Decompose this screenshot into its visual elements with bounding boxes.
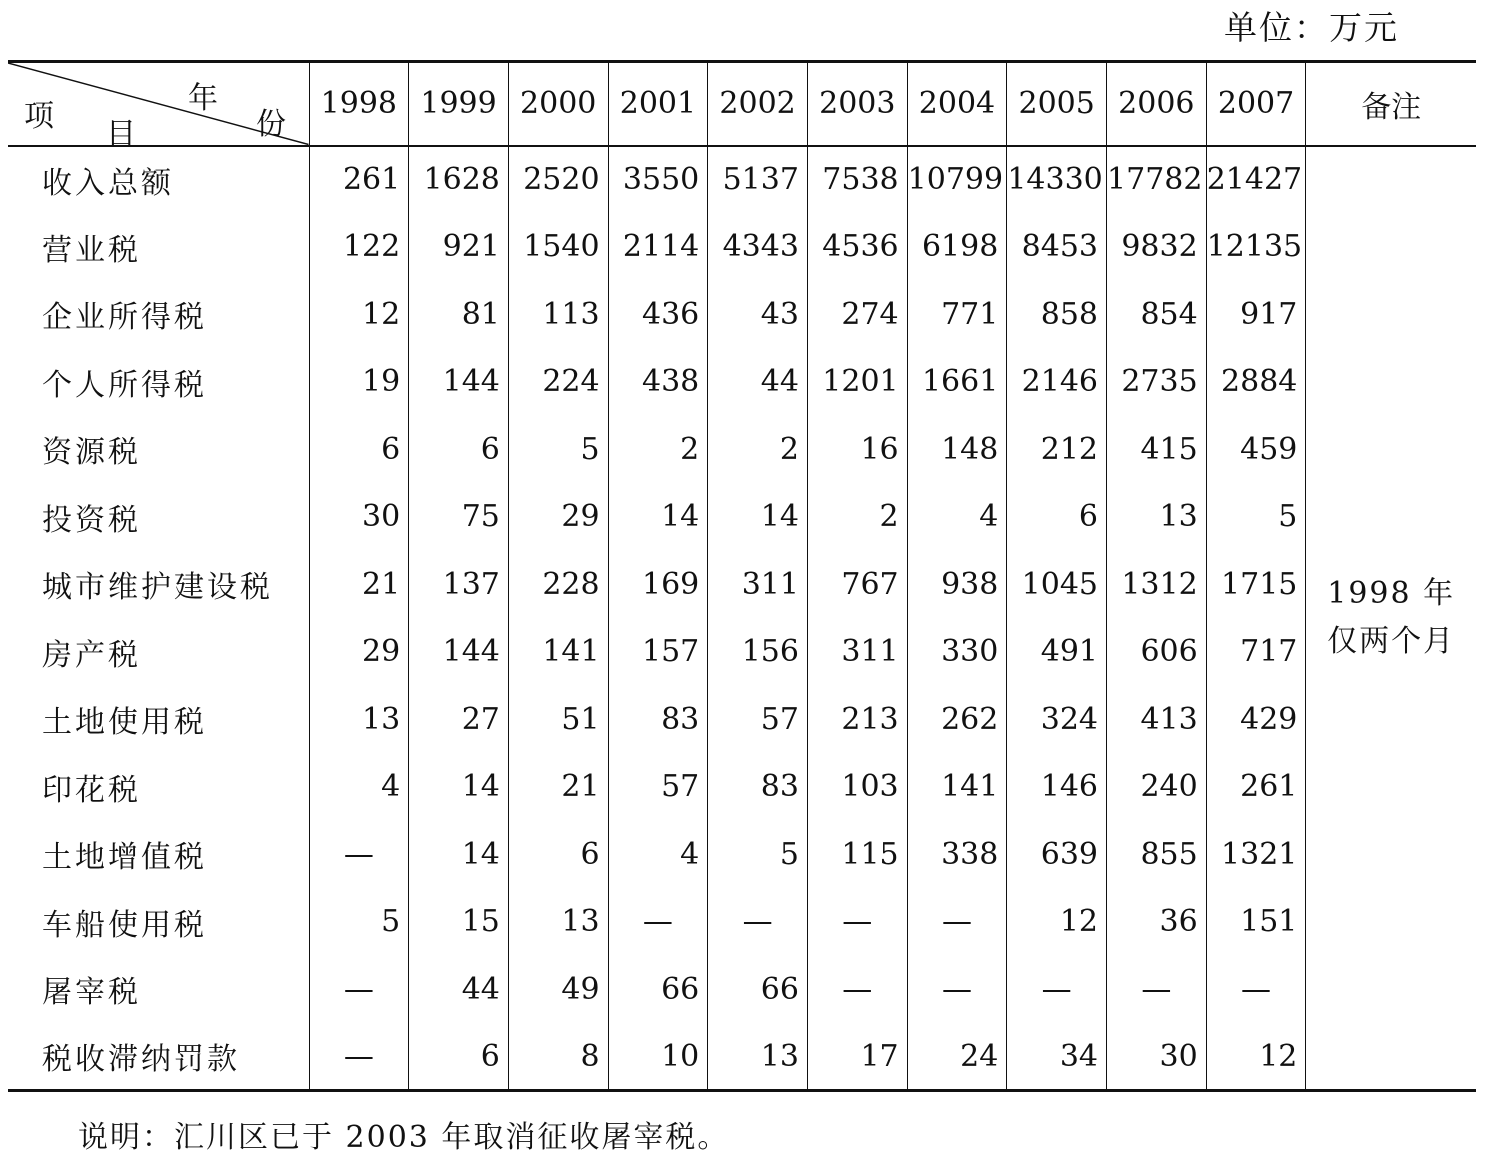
table-cell: — [1007,956,1107,1024]
row-item-label: 车船使用税 [42,907,207,943]
table-cell: 17 [807,1023,907,1091]
corner-year-label: 年 [188,81,218,116]
row-item-label: 房产税 [42,637,141,673]
corner-xiang-label: 项 [24,99,54,134]
table-cell: 429 [1206,686,1306,754]
table-cell: 6198 [907,213,1007,281]
table-cell: 21 [309,551,409,619]
tax-revenue-table [8,60,1476,1092]
table-cell: 122 [309,213,409,281]
table-cell: 5 [1206,483,1306,551]
table-cell: 57 [708,686,808,754]
table-cell: 6 [409,1023,509,1091]
table-cell: 413 [1107,686,1207,754]
table-cell: 44 [708,348,808,416]
table-cell: — [1107,956,1207,1024]
table-cell: 12135 [1206,213,1306,281]
table-cell: 27 [409,686,509,754]
table-cell: 141 [907,753,1007,821]
table-cell: 330 [907,618,1007,686]
table-cell: 75 [409,483,509,551]
table-cell: 858 [1007,281,1107,349]
table-row [8,281,1476,349]
diagonal-corner-header [8,62,309,152]
table-cell: 49 [508,956,608,1024]
table-cell: 12 [309,281,409,349]
table-cell: 14330 [1007,146,1107,214]
table-cell: 2735 [1107,348,1207,416]
table-cell: 16 [807,416,907,484]
table-cell: 491 [1007,618,1107,686]
table-cell: 51 [508,686,608,754]
table-row [8,956,1476,1024]
row-item-label: 企业所得税 [42,300,207,336]
table-cell: 7538 [807,146,907,214]
table-cell: 459 [1206,416,1306,484]
table-cell: 4 [907,483,1007,551]
table-cell: 4 [608,821,708,889]
year-header: 2002 [708,62,808,146]
table-cell: 6 [508,821,608,889]
table-cell: 438 [608,348,708,416]
table-row [8,348,1476,416]
table-cell: 855 [1107,821,1207,889]
table-cell: 6 [1007,483,1107,551]
table-cell: 24 [907,1023,1007,1091]
table-cell: 10 [608,1023,708,1091]
table-cell: 10799 [907,146,1007,214]
table-cell: 415 [1107,416,1207,484]
table-cell: 261 [309,146,409,214]
table-cell: 30 [309,483,409,551]
table-cell: 14 [409,753,509,821]
table-cell: 274 [807,281,907,349]
table-cell: 9832 [1107,213,1207,281]
table-cell: 1201 [807,348,907,416]
table-cell: 771 [907,281,1007,349]
table-cell: 57 [608,753,708,821]
table-cell: 212 [1007,416,1107,484]
year-header: 2004 [907,62,1007,146]
table-row [8,146,1476,214]
table-cell: 311 [807,618,907,686]
table-cell: 8453 [1007,213,1107,281]
table-cell: 144 [409,618,509,686]
corner-fen-label: 份 [256,107,286,142]
table-cell: 6 [309,416,409,484]
table-row [8,1023,1476,1091]
table-cell: 141 [508,618,608,686]
table-cell: — [907,956,1007,1024]
row-item-label: 收入总额 [42,165,174,201]
row-item-label: 印花税 [42,772,141,808]
table-cell: 66 [708,956,808,1024]
table-cell: 14 [708,483,808,551]
table-cell: 6 [409,416,509,484]
year-header: 2005 [1007,62,1107,146]
table-cell: 146 [1007,753,1107,821]
table-cell: 921 [409,213,509,281]
table-cell: 13 [708,1023,808,1091]
table-cell: 240 [1107,753,1207,821]
table-cell: 148 [907,416,1007,484]
table-cell: 4343 [708,213,808,281]
table-cell: 83 [708,753,808,821]
row-item-label: 个人所得税 [42,367,207,403]
table-cell: 324 [1007,686,1107,754]
table-cell: 115 [807,821,907,889]
row-item-label: 投资税 [42,502,141,538]
table-cell: 5137 [708,146,808,214]
table-cell: 338 [907,821,1007,889]
year-header: 2001 [608,62,708,146]
table-cell: — [309,821,409,889]
table-cell: — [309,1023,409,1091]
table-cell: 14 [608,483,708,551]
table-row [8,213,1476,281]
table-cell: 36 [1107,888,1207,956]
table-cell: 4 [309,753,409,821]
table-cell: 2 [708,416,808,484]
table-row [8,888,1476,956]
row-item-label: 税收滞纳罚款 [42,1042,240,1077]
table-cell: 156 [708,618,808,686]
table-row [8,618,1476,686]
row-item-label: 土地增值税 [42,840,207,876]
table-cell: 151 [1206,888,1306,956]
year-header: 2000 [508,62,608,146]
table-cell: 12 [1206,1023,1306,1091]
table-cell: 19 [309,348,409,416]
table-cell: 81 [409,281,509,349]
table-cell: 5 [708,821,808,889]
table-cell: 43 [708,281,808,349]
table-cell: 83 [608,686,708,754]
table-cell: 2884 [1206,348,1306,416]
remark-text-line1: 1998 年 [1327,575,1456,611]
row-item-label: 土地使用税 [42,705,207,741]
row-item-label: 城市维护建设税 [42,570,273,606]
table-cell: 15 [409,888,509,956]
table-cell: 29 [508,483,608,551]
table-cell: 5 [309,888,409,956]
table-cell: 30 [1107,1023,1207,1091]
table-cell: — [807,888,907,956]
table-cell: 228 [508,551,608,619]
table-row [8,821,1476,889]
table-cell: 137 [409,551,509,619]
table-cell: 3550 [608,146,708,214]
unit-label: 单位：万元 [1224,8,1399,47]
table-cell: 436 [608,281,708,349]
table-cell: 44 [409,956,509,1024]
year-header: 1998 [309,62,409,146]
table-cell: 2 [807,483,907,551]
year-header: 2003 [807,62,907,146]
table-cell: 17782 [1107,146,1207,214]
table-cell: 717 [1206,618,1306,686]
table-cell: 29 [309,618,409,686]
table-cell: 103 [807,753,907,821]
table-cell: 854 [1107,281,1207,349]
table-cell: — [708,888,808,956]
table-cell: 1661 [907,348,1007,416]
table-cell: 2 [608,416,708,484]
year-header: 2006 [1107,62,1207,146]
table-cell: 262 [907,686,1007,754]
table-cell: 169 [608,551,708,619]
table-cell: 917 [1206,281,1306,349]
table-cell: 1312 [1107,551,1207,619]
corner-mu-label: 目 [106,117,136,152]
table-cell: 13 [508,888,608,956]
row-item-label: 资源税 [42,435,141,471]
table-row [8,753,1476,821]
table-row [8,686,1476,754]
table-cell: 639 [1007,821,1107,889]
table-cell: 21427 [1206,146,1306,214]
table-cell: 5 [508,416,608,484]
table-cell: 12 [1007,888,1107,956]
table-row [8,551,1476,619]
table-cell: 606 [1107,618,1207,686]
table-cell: 311 [708,551,808,619]
table-cell: 113 [508,281,608,349]
table-cell: — [309,956,409,1024]
table-cell: — [807,956,907,1024]
row-item-label: 屠宰税 [42,975,141,1011]
table-cell: 144 [409,348,509,416]
table-cell: — [907,888,1007,956]
table-cell: 767 [807,551,907,619]
table-cell: 2520 [508,146,608,214]
remark-cell [1306,146,1476,1091]
year-header: 2007 [1206,62,1306,146]
remark-text-line2: 仅两个月 [1327,623,1456,659]
table-cell: — [608,888,708,956]
table-cell: 1045 [1007,551,1107,619]
remark-header: 备注 [1306,62,1476,146]
table-cell: 938 [907,551,1007,619]
table-cell: 13 [309,686,409,754]
table-cell: 1628 [409,146,509,214]
table-row [8,416,1476,484]
table-cell: 4536 [807,213,907,281]
table-cell: 157 [608,618,708,686]
table-cell: 224 [508,348,608,416]
table-cell: 13 [1107,483,1207,551]
table-cell: — [1206,956,1306,1024]
table-cell: 213 [807,686,907,754]
year-header: 1999 [409,62,509,146]
table-cell: 21 [508,753,608,821]
header-row [8,62,1476,146]
table-cell: 1321 [1206,821,1306,889]
table-cell: 1540 [508,213,608,281]
table-cell: 2114 [608,213,708,281]
table-cell: 261 [1206,753,1306,821]
table-row [8,483,1476,551]
table-cell: 14 [409,821,509,889]
table-cell: 34 [1007,1023,1107,1091]
table-cell: 8 [508,1023,608,1091]
row-item-label: 营业税 [42,232,141,268]
footnote: 说明：汇川区已于 2003 年取消征收屠宰税。 [78,1120,730,1155]
table-cell: 1715 [1206,551,1306,619]
table-cell: 2146 [1007,348,1107,416]
table-cell: 66 [608,956,708,1024]
